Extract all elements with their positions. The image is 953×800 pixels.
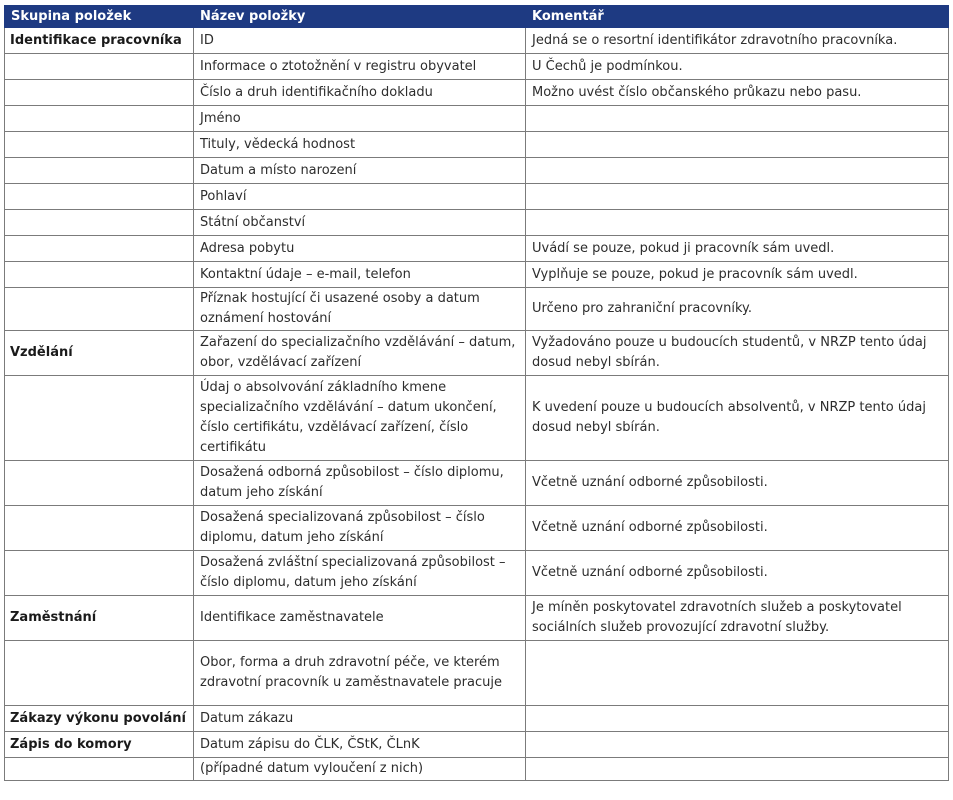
- row-comment-cell: Včetně uznání odborné způsobilosti.: [526, 461, 949, 506]
- row-item-cell: Datum a místo narození: [194, 158, 526, 184]
- header-comment: Komentář: [526, 6, 949, 28]
- table-row: [5, 210, 949, 236]
- table-row: [5, 376, 949, 461]
- table-row: [5, 506, 949, 551]
- header-item-name: Název položky: [194, 6, 526, 28]
- table-row: [5, 262, 949, 288]
- row-item-cell: Státní občanství: [194, 210, 526, 236]
- row-item-cell: Obor, forma a druh zdravotní péče, ve kterém zdravotní pracovník u zaměstnavatele pracuje: [194, 641, 526, 706]
- row-group-cell: [5, 132, 194, 158]
- row-item-cell: Dosažená zvláštní specializovaná způsobilost – číslo diplomu, datum jeho získání: [194, 551, 526, 596]
- table-row: [5, 158, 949, 184]
- row-comment-cell: [526, 758, 949, 781]
- row-item-cell: Identifikace zaměstnavatele: [194, 596, 526, 641]
- table-row: [5, 54, 949, 80]
- row-group-cell: [5, 551, 194, 596]
- row-comment-cell: Je míněn poskytovatel zdravotních služeb a poskytovatel sociálních služeb provozující zdravotní služby.: [526, 596, 949, 641]
- row-item-cell: Tituly, vědecká hodnost: [194, 132, 526, 158]
- row-item-cell: Pohlaví: [194, 184, 526, 210]
- row-group-cell: [5, 461, 194, 506]
- row-comment-cell: Možno uvést číslo občanského průkazu nebo pasu.: [526, 80, 949, 106]
- row-group-cell: Vzdělání: [5, 331, 194, 376]
- data-items-table: [4, 5, 949, 781]
- row-comment-cell: Včetně uznání odborné způsobilosti.: [526, 551, 949, 596]
- table-row: [5, 184, 949, 210]
- row-item-cell: Údaj o absolvování základního kmene specializačního vzdělávání – datum ukončení, číslo certifikátu, vzdělávací zařízení, číslo certifikátu: [194, 376, 526, 461]
- row-comment-cell: Jedná se o resortní identifikátor zdravotního pracovníka.: [526, 28, 949, 54]
- row-group-cell: [5, 262, 194, 288]
- row-item-cell: Informace o ztotožnění v registru obyvatel: [194, 54, 526, 80]
- table-row: [5, 331, 949, 376]
- table-row: [5, 732, 949, 758]
- row-item-cell: Adresa pobytu: [194, 236, 526, 262]
- row-group-cell: [5, 758, 194, 781]
- row-comment-cell: [526, 641, 949, 706]
- row-comment-cell: Určeno pro zahraniční pracovníky.: [526, 288, 949, 331]
- row-group-cell: [5, 641, 194, 706]
- row-comment-cell: [526, 210, 949, 236]
- table-row: [5, 596, 949, 641]
- row-comment-cell: [526, 106, 949, 132]
- row-comment-cell: U Čechů je podmínkou.: [526, 54, 949, 80]
- table-row: [5, 80, 949, 106]
- table-row: [5, 288, 949, 331]
- row-item-cell: Jméno: [194, 106, 526, 132]
- row-group-cell: [5, 158, 194, 184]
- row-group-cell: [5, 288, 194, 331]
- row-group-cell: Zaměstnání: [5, 596, 194, 641]
- table-row: [5, 132, 949, 158]
- table-header-row: [5, 6, 949, 28]
- row-comment-cell: Uvádí se pouze, pokud ji pracovník sám uvedl.: [526, 236, 949, 262]
- row-item-cell: Příznak hostující či usazené osoby a datum oznámení hostování: [194, 288, 526, 331]
- row-group-cell: Zápis do komory: [5, 732, 194, 758]
- row-group-cell: [5, 184, 194, 210]
- row-group-cell: [5, 106, 194, 132]
- row-item-cell: Dosažená odborná způsobilost – číslo diplomu, datum jeho získání: [194, 461, 526, 506]
- row-comment-cell: Vyžadováno pouze u budoucích studentů, v NRZP tento údaj dosud nebyl sbírán.: [526, 331, 949, 376]
- table-row: [5, 706, 949, 732]
- row-group-cell: Identifikace pracovníka: [5, 28, 194, 54]
- row-group-cell: [5, 376, 194, 461]
- row-group-cell: [5, 54, 194, 80]
- row-item-cell: Číslo a druh identifikačního dokladu: [194, 80, 526, 106]
- row-comment-cell: [526, 732, 949, 758]
- header-item-group: Skupina položek: [5, 6, 194, 28]
- row-item-cell: Dosažená specializovaná způsobilost – číslo diplomu, datum jeho získání: [194, 506, 526, 551]
- row-group-cell: Zákazy výkonu povolání: [5, 706, 194, 732]
- row-item-cell: (případné datum vyloučení z nich): [194, 758, 526, 781]
- row-group-cell: [5, 210, 194, 236]
- table-row: [5, 551, 949, 596]
- row-comment-cell: [526, 184, 949, 210]
- row-comment-cell: Vyplňuje se pouze, pokud je pracovník sám uvedl.: [526, 262, 949, 288]
- row-item-cell: Datum zákazu: [194, 706, 526, 732]
- table-row: [5, 461, 949, 506]
- table-row: [5, 28, 949, 54]
- row-comment-cell: [526, 132, 949, 158]
- table-row: [5, 758, 949, 781]
- row-comment-cell: [526, 706, 949, 732]
- table-row: [5, 641, 949, 706]
- row-item-cell: ID: [194, 28, 526, 54]
- row-comment-cell: K uvedení pouze u budoucích absolventů, v NRZP tento údaj dosud nebyl sbírán.: [526, 376, 949, 461]
- row-comment-cell: Včetně uznání odborné způsobilosti.: [526, 506, 949, 551]
- row-group-cell: [5, 506, 194, 551]
- row-item-cell: Zařazení do specializačního vzdělávání – datum, obor, vzdělávací zařízení: [194, 331, 526, 376]
- row-group-cell: [5, 236, 194, 262]
- row-item-cell: Datum zápisu do ČLK, ČStK, ČLnK: [194, 732, 526, 758]
- row-comment-cell: [526, 158, 949, 184]
- row-group-cell: [5, 80, 194, 106]
- table-row: [5, 236, 949, 262]
- table-row: [5, 106, 949, 132]
- row-item-cell: Kontaktní údaje – e-mail, telefon: [194, 262, 526, 288]
